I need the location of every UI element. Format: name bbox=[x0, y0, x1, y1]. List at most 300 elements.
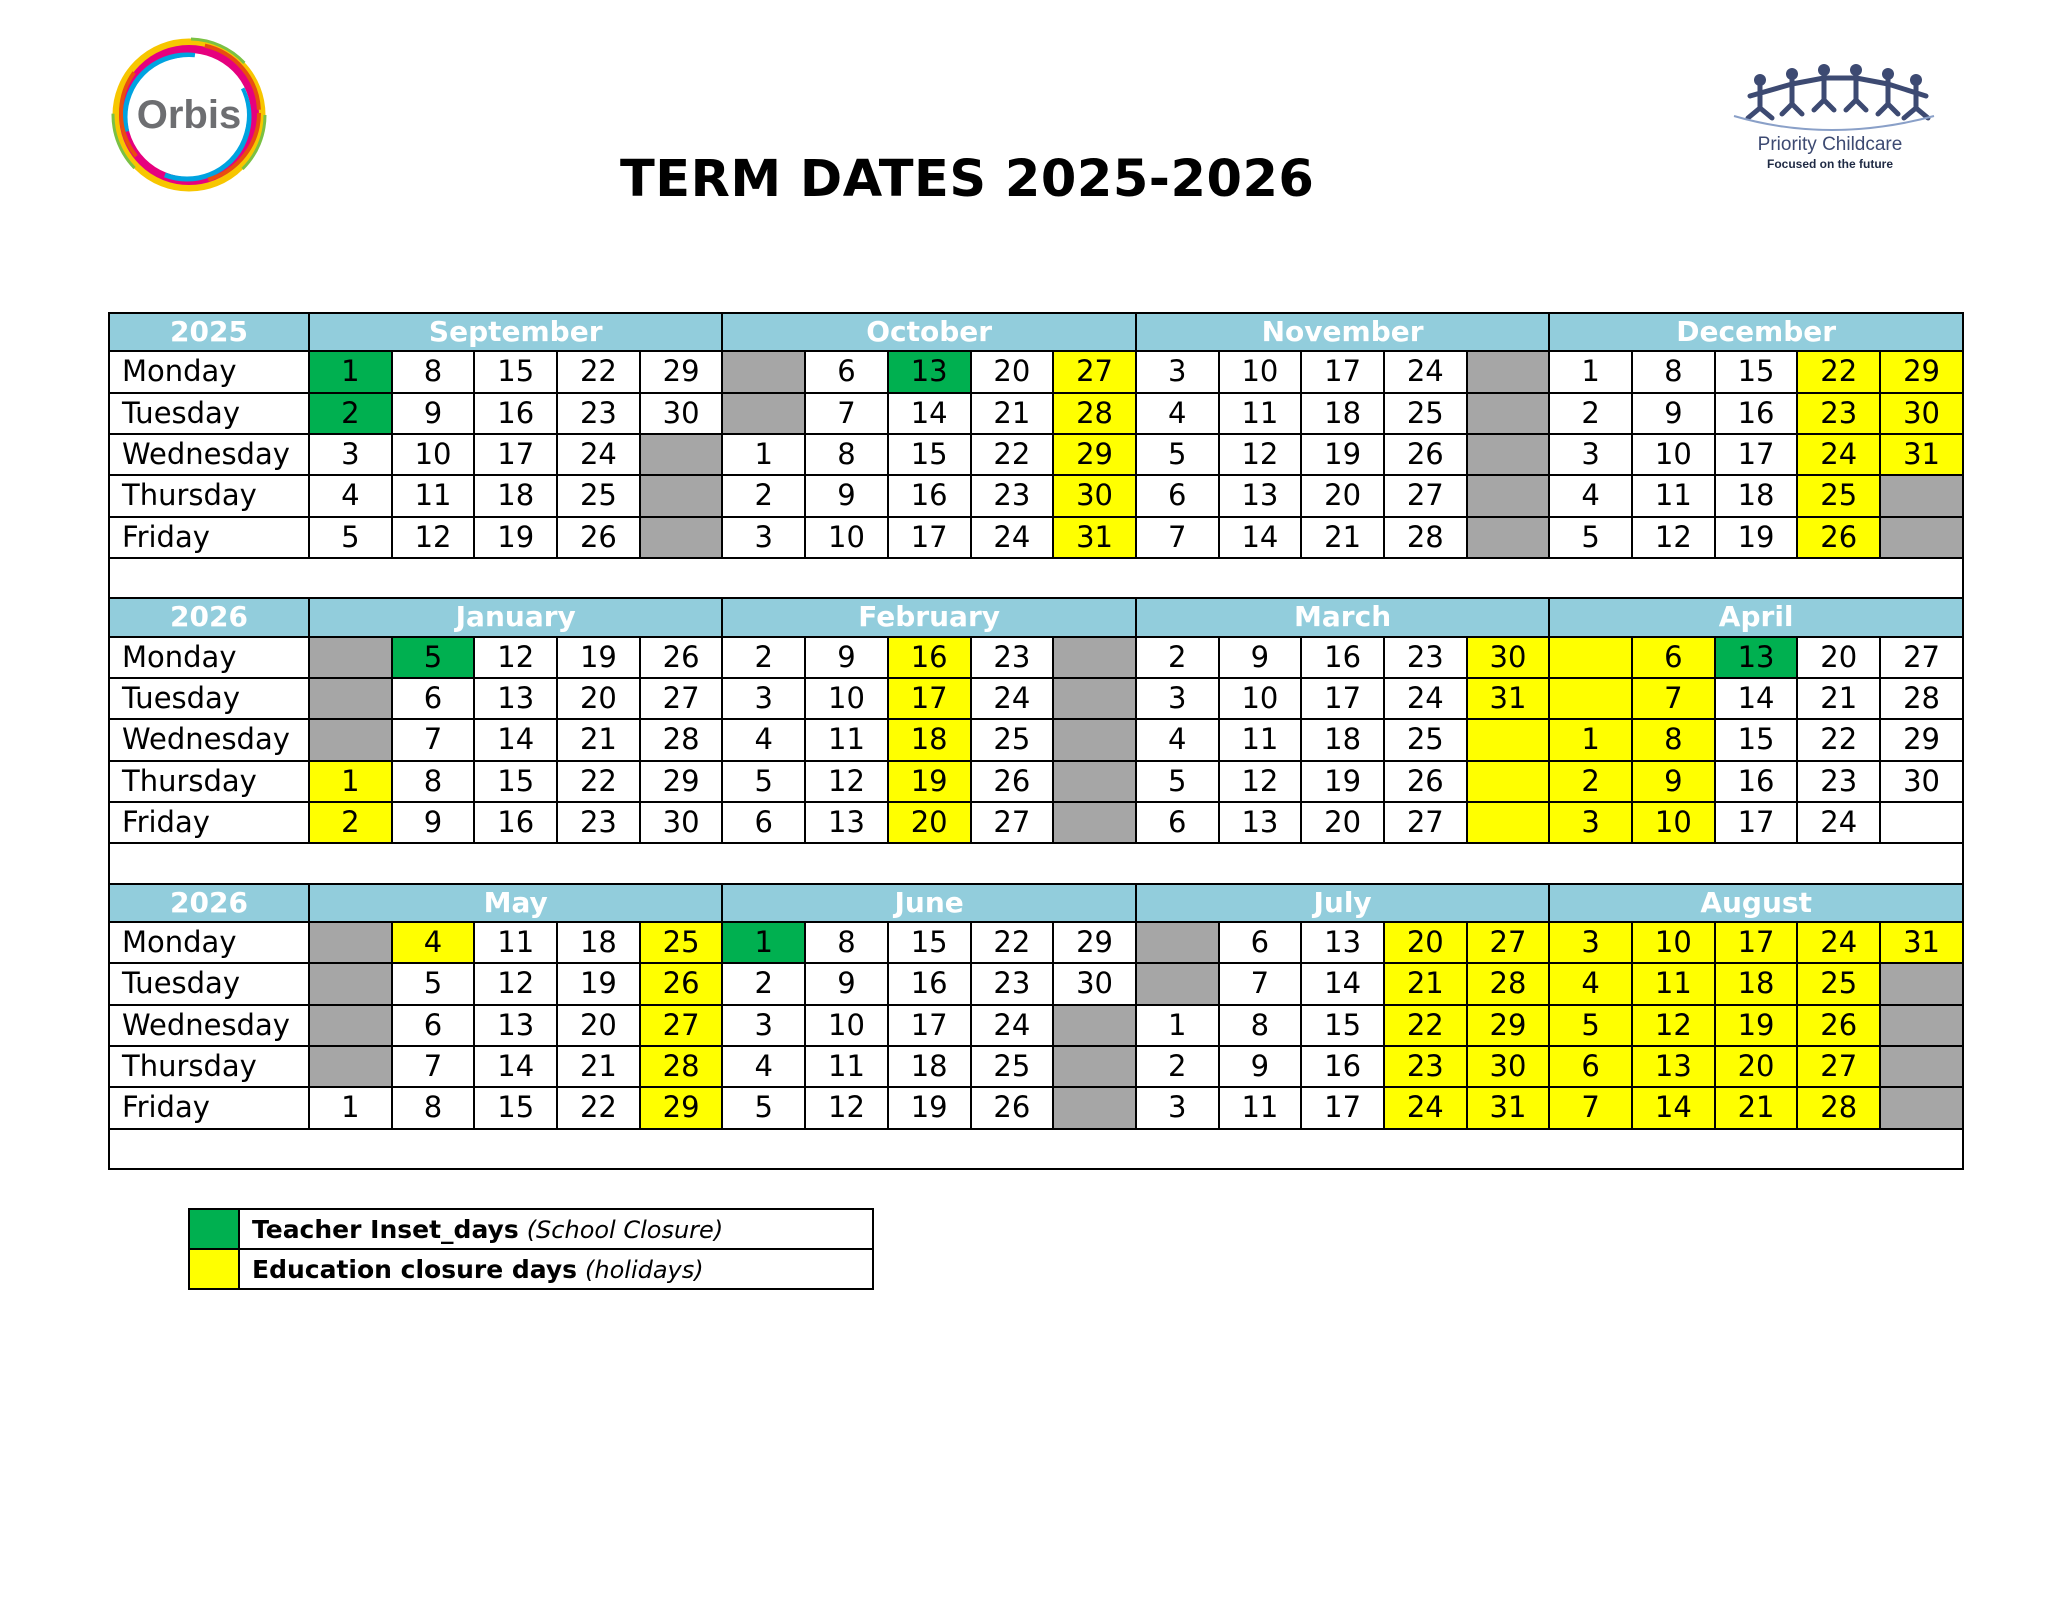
day-cell: 15 bbox=[474, 351, 557, 392]
day-cell: 20 bbox=[1797, 637, 1880, 678]
day-cell: 15 bbox=[1301, 1005, 1384, 1046]
day-cell: 13 bbox=[1715, 637, 1798, 678]
day-cell: 12 bbox=[1219, 434, 1302, 475]
month-header-may: May bbox=[309, 884, 722, 922]
day-cell: 28 bbox=[1880, 678, 1963, 719]
day-cell: 19 bbox=[1301, 434, 1384, 475]
legend bbox=[188, 1208, 874, 1290]
day-cell: 19 bbox=[557, 963, 640, 1004]
day-cell: 1 bbox=[309, 1087, 392, 1128]
orbis-logo bbox=[104, 30, 274, 200]
day-cell: 2 bbox=[1136, 1046, 1219, 1087]
day-cell: 20 bbox=[888, 802, 971, 843]
day-cell: 6 bbox=[1136, 475, 1219, 516]
day-cell: 9 bbox=[1632, 761, 1715, 802]
weekday-label: Friday bbox=[109, 517, 309, 558]
weekday-row-friday bbox=[109, 802, 1963, 843]
day-cell: 27 bbox=[1384, 475, 1467, 516]
day-cell: 3 bbox=[1549, 922, 1632, 963]
day-cell: 17 bbox=[1715, 802, 1798, 843]
day-cell: 28 bbox=[640, 719, 723, 760]
day-cell bbox=[1467, 802, 1550, 843]
day-cell: 25 bbox=[1384, 393, 1467, 434]
day-cell: 17 bbox=[1301, 678, 1384, 719]
day-cell: 16 bbox=[474, 393, 557, 434]
day-cell: 11 bbox=[1219, 719, 1302, 760]
day-cell: 12 bbox=[1632, 517, 1715, 558]
day-cell bbox=[1467, 517, 1550, 558]
weekday-row-friday bbox=[109, 517, 1963, 558]
day-cell: 15 bbox=[474, 761, 557, 802]
day-cell: 7 bbox=[392, 1046, 475, 1087]
day-cell: 18 bbox=[888, 719, 971, 760]
block-spacer-row bbox=[109, 1129, 1963, 1169]
day-cell: 21 bbox=[557, 719, 640, 760]
day-cell: 26 bbox=[971, 1087, 1054, 1128]
day-cell: 30 bbox=[640, 802, 723, 843]
day-cell: 18 bbox=[1715, 475, 1798, 516]
day-cell: 22 bbox=[557, 1087, 640, 1128]
day-cell bbox=[1467, 761, 1550, 802]
day-cell: 29 bbox=[1053, 922, 1136, 963]
day-cell: 25 bbox=[971, 1046, 1054, 1087]
day-cell: 6 bbox=[392, 678, 475, 719]
day-cell: 5 bbox=[1549, 1005, 1632, 1046]
day-cell bbox=[1053, 1087, 1136, 1128]
calendar-table bbox=[108, 312, 1964, 1170]
legend-note: (School Closure) bbox=[526, 1215, 724, 1244]
day-cell: 19 bbox=[474, 517, 557, 558]
day-cell: 14 bbox=[474, 1046, 557, 1087]
day-cell: 10 bbox=[392, 434, 475, 475]
day-cell: 2 bbox=[722, 963, 805, 1004]
day-cell: 1 bbox=[722, 922, 805, 963]
day-cell: 11 bbox=[392, 475, 475, 516]
day-cell: 17 bbox=[1301, 351, 1384, 392]
day-cell bbox=[309, 1046, 392, 1087]
day-cell: 30 bbox=[1467, 637, 1550, 678]
day-cell: 2 bbox=[309, 802, 392, 843]
day-cell: 23 bbox=[1797, 393, 1880, 434]
day-cell bbox=[1880, 517, 1963, 558]
day-cell: 8 bbox=[805, 434, 888, 475]
day-cell: 6 bbox=[805, 351, 888, 392]
day-cell: 2 bbox=[1136, 637, 1219, 678]
day-cell: 4 bbox=[1549, 475, 1632, 516]
day-cell: 16 bbox=[888, 963, 971, 1004]
day-cell: 16 bbox=[888, 475, 971, 516]
legend-swatch-inset bbox=[189, 1209, 239, 1249]
day-cell: 11 bbox=[1219, 1087, 1302, 1128]
weekday-label: Thursday bbox=[109, 475, 309, 516]
day-cell: 29 bbox=[640, 351, 723, 392]
day-cell bbox=[1053, 678, 1136, 719]
day-cell: 22 bbox=[1797, 719, 1880, 760]
weekday-label: Wednesday bbox=[109, 1005, 309, 1046]
day-cell: 23 bbox=[1797, 761, 1880, 802]
day-cell: 24 bbox=[1797, 802, 1880, 843]
day-cell: 2 bbox=[1549, 393, 1632, 434]
day-cell: 8 bbox=[1632, 719, 1715, 760]
day-cell: 9 bbox=[805, 963, 888, 1004]
day-cell: 12 bbox=[392, 517, 475, 558]
block-spacer-row bbox=[109, 843, 1963, 883]
day-cell: 17 bbox=[1301, 1087, 1384, 1128]
day-cell: 11 bbox=[1632, 963, 1715, 1004]
day-cell: 10 bbox=[805, 517, 888, 558]
day-cell: 7 bbox=[1136, 517, 1219, 558]
day-cell: 26 bbox=[640, 963, 723, 1004]
day-cell bbox=[1880, 475, 1963, 516]
day-cell bbox=[1467, 434, 1550, 475]
day-cell: 25 bbox=[557, 475, 640, 516]
day-cell: 13 bbox=[474, 678, 557, 719]
day-cell: 10 bbox=[1219, 351, 1302, 392]
legend-label: Education closure days bbox=[252, 1254, 578, 1284]
day-cell: 12 bbox=[1632, 1005, 1715, 1046]
day-cell: 20 bbox=[557, 1005, 640, 1046]
day-cell: 4 bbox=[722, 719, 805, 760]
day-cell: 3 bbox=[1549, 802, 1632, 843]
month-header-january: January bbox=[309, 598, 722, 636]
year-label: 2026 bbox=[109, 884, 309, 922]
day-cell bbox=[1467, 719, 1550, 760]
day-cell: 3 bbox=[722, 678, 805, 719]
legend-row bbox=[189, 1249, 873, 1289]
day-cell: 31 bbox=[1053, 517, 1136, 558]
month-header-march: March bbox=[1136, 598, 1549, 636]
day-cell: 5 bbox=[1549, 517, 1632, 558]
calendar-header-row bbox=[109, 598, 1963, 636]
day-cell: 8 bbox=[392, 351, 475, 392]
day-cell bbox=[1880, 1005, 1963, 1046]
day-cell: 30 bbox=[1880, 393, 1963, 434]
day-cell bbox=[1053, 761, 1136, 802]
day-cell: 20 bbox=[1301, 475, 1384, 516]
day-cell: 25 bbox=[640, 922, 723, 963]
day-cell: 9 bbox=[1219, 637, 1302, 678]
day-cell bbox=[309, 922, 392, 963]
day-cell: 29 bbox=[1053, 434, 1136, 475]
day-cell: 20 bbox=[971, 351, 1054, 392]
weekday-label: Friday bbox=[109, 1087, 309, 1128]
day-cell bbox=[1880, 1087, 1963, 1128]
year-label: 2026 bbox=[109, 598, 309, 636]
day-cell: 28 bbox=[640, 1046, 723, 1087]
day-cell bbox=[1136, 963, 1219, 1004]
day-cell bbox=[1880, 963, 1963, 1004]
weekday-label: Monday bbox=[109, 637, 309, 678]
day-cell: 18 bbox=[474, 475, 557, 516]
day-cell: 7 bbox=[805, 393, 888, 434]
day-cell: 27 bbox=[971, 802, 1054, 843]
priority-childcare-logo bbox=[1720, 62, 1940, 182]
day-cell: 1 bbox=[1549, 351, 1632, 392]
day-cell bbox=[1053, 802, 1136, 843]
month-header-november: November bbox=[1136, 313, 1549, 351]
day-cell: 19 bbox=[888, 761, 971, 802]
day-cell: 24 bbox=[971, 678, 1054, 719]
day-cell bbox=[1053, 719, 1136, 760]
weekday-row-tuesday bbox=[109, 678, 1963, 719]
day-cell: 1 bbox=[1136, 1005, 1219, 1046]
day-cell bbox=[1880, 802, 1963, 843]
day-cell: 3 bbox=[1136, 351, 1219, 392]
day-cell: 22 bbox=[1797, 351, 1880, 392]
day-cell: 15 bbox=[1715, 719, 1798, 760]
day-cell: 9 bbox=[805, 637, 888, 678]
day-cell: 8 bbox=[392, 1087, 475, 1128]
day-cell: 4 bbox=[722, 1046, 805, 1087]
day-cell: 9 bbox=[1632, 393, 1715, 434]
day-cell: 22 bbox=[557, 351, 640, 392]
day-cell: 8 bbox=[392, 761, 475, 802]
day-cell: 31 bbox=[1880, 434, 1963, 475]
day-cell: 16 bbox=[1301, 637, 1384, 678]
day-cell: 17 bbox=[1715, 434, 1798, 475]
day-cell: 19 bbox=[1715, 517, 1798, 558]
day-cell: 10 bbox=[805, 1005, 888, 1046]
day-cell: 18 bbox=[1301, 719, 1384, 760]
day-cell: 13 bbox=[805, 802, 888, 843]
weekday-label: Tuesday bbox=[109, 678, 309, 719]
day-cell: 24 bbox=[1384, 351, 1467, 392]
legend-text bbox=[239, 1249, 873, 1289]
day-cell: 6 bbox=[722, 802, 805, 843]
day-cell: 24 bbox=[1797, 922, 1880, 963]
weekday-label: Wednesday bbox=[109, 719, 309, 760]
day-cell: 13 bbox=[888, 351, 971, 392]
day-cell: 6 bbox=[1632, 637, 1715, 678]
day-cell: 28 bbox=[1467, 963, 1550, 1004]
day-cell: 12 bbox=[474, 637, 557, 678]
day-cell: 30 bbox=[1053, 963, 1136, 1004]
day-cell: 10 bbox=[1632, 434, 1715, 475]
day-cell: 20 bbox=[1715, 1046, 1798, 1087]
day-cell: 4 bbox=[1549, 963, 1632, 1004]
block-spacer-row bbox=[109, 558, 1963, 598]
day-cell bbox=[640, 475, 723, 516]
orbis-logo-text: Orbis bbox=[136, 93, 242, 137]
day-cell: 15 bbox=[1715, 351, 1798, 392]
day-cell: 26 bbox=[1797, 517, 1880, 558]
day-cell: 14 bbox=[1219, 517, 1302, 558]
month-header-april: April bbox=[1549, 598, 1963, 636]
legend-label: Teacher Inset_days bbox=[252, 1214, 519, 1244]
day-cell: 25 bbox=[1797, 475, 1880, 516]
day-cell: 8 bbox=[805, 922, 888, 963]
day-cell: 17 bbox=[474, 434, 557, 475]
day-cell: 29 bbox=[640, 1087, 723, 1128]
day-cell: 22 bbox=[1384, 1005, 1467, 1046]
day-cell: 29 bbox=[1880, 719, 1963, 760]
day-cell: 4 bbox=[1136, 393, 1219, 434]
day-cell: 24 bbox=[1797, 434, 1880, 475]
day-cell: 3 bbox=[1136, 1087, 1219, 1128]
day-cell: 1 bbox=[1549, 719, 1632, 760]
day-cell: 27 bbox=[1467, 922, 1550, 963]
weekday-row-tuesday bbox=[109, 393, 1963, 434]
priority-logo-name: Priority Childcare bbox=[1757, 134, 1903, 155]
day-cell: 30 bbox=[640, 393, 723, 434]
day-cell: 15 bbox=[888, 434, 971, 475]
day-cell: 24 bbox=[971, 517, 1054, 558]
day-cell: 13 bbox=[1301, 922, 1384, 963]
day-cell: 4 bbox=[392, 922, 475, 963]
day-cell: 4 bbox=[1136, 719, 1219, 760]
spacer-cell bbox=[109, 1129, 1963, 1169]
day-cell bbox=[1467, 475, 1550, 516]
day-cell bbox=[1467, 393, 1550, 434]
day-cell: 2 bbox=[1549, 761, 1632, 802]
day-cell: 9 bbox=[392, 802, 475, 843]
day-cell bbox=[1880, 1046, 1963, 1087]
weekday-label: Tuesday bbox=[109, 963, 309, 1004]
day-cell: 25 bbox=[1384, 719, 1467, 760]
day-cell: 9 bbox=[1219, 1046, 1302, 1087]
weekday-row-thursday bbox=[109, 1046, 1963, 1087]
day-cell: 21 bbox=[1715, 1087, 1798, 1128]
priority-logo-tagline: Focused on the future bbox=[1767, 157, 1893, 171]
day-cell: 31 bbox=[1467, 1087, 1550, 1128]
day-cell: 5 bbox=[722, 1087, 805, 1128]
day-cell: 20 bbox=[1384, 922, 1467, 963]
calendar-header-row bbox=[109, 313, 1963, 351]
day-cell: 7 bbox=[392, 719, 475, 760]
day-cell: 5 bbox=[309, 517, 392, 558]
day-cell: 4 bbox=[309, 475, 392, 516]
page-title: TERM DATES 2025-2026 bbox=[620, 150, 1315, 209]
calendar-header-row bbox=[109, 884, 1963, 922]
day-cell: 14 bbox=[1632, 1087, 1715, 1128]
day-cell: 1 bbox=[309, 351, 392, 392]
weekday-label: Thursday bbox=[109, 761, 309, 802]
day-cell: 29 bbox=[1880, 351, 1963, 392]
term-calendar bbox=[108, 312, 1964, 1170]
day-cell bbox=[1053, 1046, 1136, 1087]
day-cell: 12 bbox=[474, 963, 557, 1004]
weekday-row-tuesday bbox=[109, 963, 1963, 1004]
day-cell: 26 bbox=[1384, 434, 1467, 475]
day-cell: 2 bbox=[722, 475, 805, 516]
day-cell: 3 bbox=[1549, 434, 1632, 475]
day-cell bbox=[722, 351, 805, 392]
day-cell: 9 bbox=[392, 393, 475, 434]
weekday-label: Tuesday bbox=[109, 393, 309, 434]
spacer-cell bbox=[109, 558, 1963, 598]
day-cell: 27 bbox=[1797, 1046, 1880, 1087]
day-cell bbox=[1549, 678, 1632, 719]
day-cell: 25 bbox=[1797, 963, 1880, 1004]
day-cell: 16 bbox=[474, 802, 557, 843]
day-cell: 24 bbox=[1384, 1087, 1467, 1128]
day-cell: 27 bbox=[1053, 351, 1136, 392]
day-cell bbox=[640, 517, 723, 558]
day-cell: 14 bbox=[1715, 678, 1798, 719]
year-label: 2025 bbox=[109, 313, 309, 351]
day-cell: 15 bbox=[474, 1087, 557, 1128]
day-cell: 14 bbox=[888, 393, 971, 434]
weekday-row-friday bbox=[109, 1087, 1963, 1128]
day-cell: 13 bbox=[1219, 802, 1302, 843]
day-cell: 19 bbox=[888, 1087, 971, 1128]
day-cell: 30 bbox=[1053, 475, 1136, 516]
day-cell: 9 bbox=[805, 475, 888, 516]
day-cell: 5 bbox=[722, 761, 805, 802]
day-cell: 12 bbox=[805, 761, 888, 802]
day-cell: 1 bbox=[722, 434, 805, 475]
weekday-label: Wednesday bbox=[109, 434, 309, 475]
day-cell: 10 bbox=[1632, 802, 1715, 843]
day-cell: 17 bbox=[1715, 922, 1798, 963]
day-cell: 20 bbox=[557, 678, 640, 719]
day-cell: 1 bbox=[309, 761, 392, 802]
day-cell: 29 bbox=[640, 761, 723, 802]
day-cell: 23 bbox=[971, 963, 1054, 1004]
day-cell: 5 bbox=[1136, 434, 1219, 475]
day-cell: 30 bbox=[1880, 761, 1963, 802]
weekday-row-monday bbox=[109, 637, 1963, 678]
day-cell: 16 bbox=[1715, 393, 1798, 434]
day-cell: 3 bbox=[309, 434, 392, 475]
day-cell: 22 bbox=[557, 761, 640, 802]
day-cell: 27 bbox=[640, 1005, 723, 1046]
day-cell: 18 bbox=[557, 922, 640, 963]
day-cell: 11 bbox=[805, 1046, 888, 1087]
day-cell: 27 bbox=[1880, 637, 1963, 678]
day-cell: 22 bbox=[971, 922, 1054, 963]
day-cell: 8 bbox=[1632, 351, 1715, 392]
month-header-july: July bbox=[1136, 884, 1549, 922]
day-cell: 3 bbox=[722, 1005, 805, 1046]
day-cell: 28 bbox=[1384, 517, 1467, 558]
day-cell: 6 bbox=[1549, 1046, 1632, 1087]
day-cell: 19 bbox=[1301, 761, 1384, 802]
day-cell: 16 bbox=[1301, 1046, 1384, 1087]
day-cell: 21 bbox=[1384, 963, 1467, 1004]
day-cell: 23 bbox=[971, 475, 1054, 516]
day-cell: 27 bbox=[1384, 802, 1467, 843]
day-cell: 7 bbox=[1549, 1087, 1632, 1128]
day-cell: 7 bbox=[1632, 678, 1715, 719]
day-cell: 3 bbox=[722, 517, 805, 558]
day-cell: 30 bbox=[1467, 1046, 1550, 1087]
day-cell: 24 bbox=[1384, 678, 1467, 719]
day-cell: 21 bbox=[557, 1046, 640, 1087]
month-header-september: September bbox=[309, 313, 722, 351]
day-cell: 31 bbox=[1467, 678, 1550, 719]
day-cell: 5 bbox=[1136, 761, 1219, 802]
day-cell: 12 bbox=[805, 1087, 888, 1128]
day-cell bbox=[309, 637, 392, 678]
day-cell: 17 bbox=[888, 678, 971, 719]
day-cell: 2 bbox=[722, 637, 805, 678]
day-cell: 21 bbox=[1797, 678, 1880, 719]
day-cell: 11 bbox=[1219, 393, 1302, 434]
weekday-row-wednesday bbox=[109, 434, 1963, 475]
day-cell: 23 bbox=[557, 393, 640, 434]
day-cell bbox=[1467, 351, 1550, 392]
day-cell bbox=[1549, 637, 1632, 678]
day-cell: 31 bbox=[1880, 922, 1963, 963]
day-cell: 11 bbox=[1632, 475, 1715, 516]
day-cell: 28 bbox=[1797, 1087, 1880, 1128]
day-cell: 16 bbox=[888, 637, 971, 678]
day-cell: 18 bbox=[1715, 963, 1798, 1004]
day-cell: 26 bbox=[1384, 761, 1467, 802]
day-cell: 5 bbox=[392, 637, 475, 678]
day-cell bbox=[722, 393, 805, 434]
